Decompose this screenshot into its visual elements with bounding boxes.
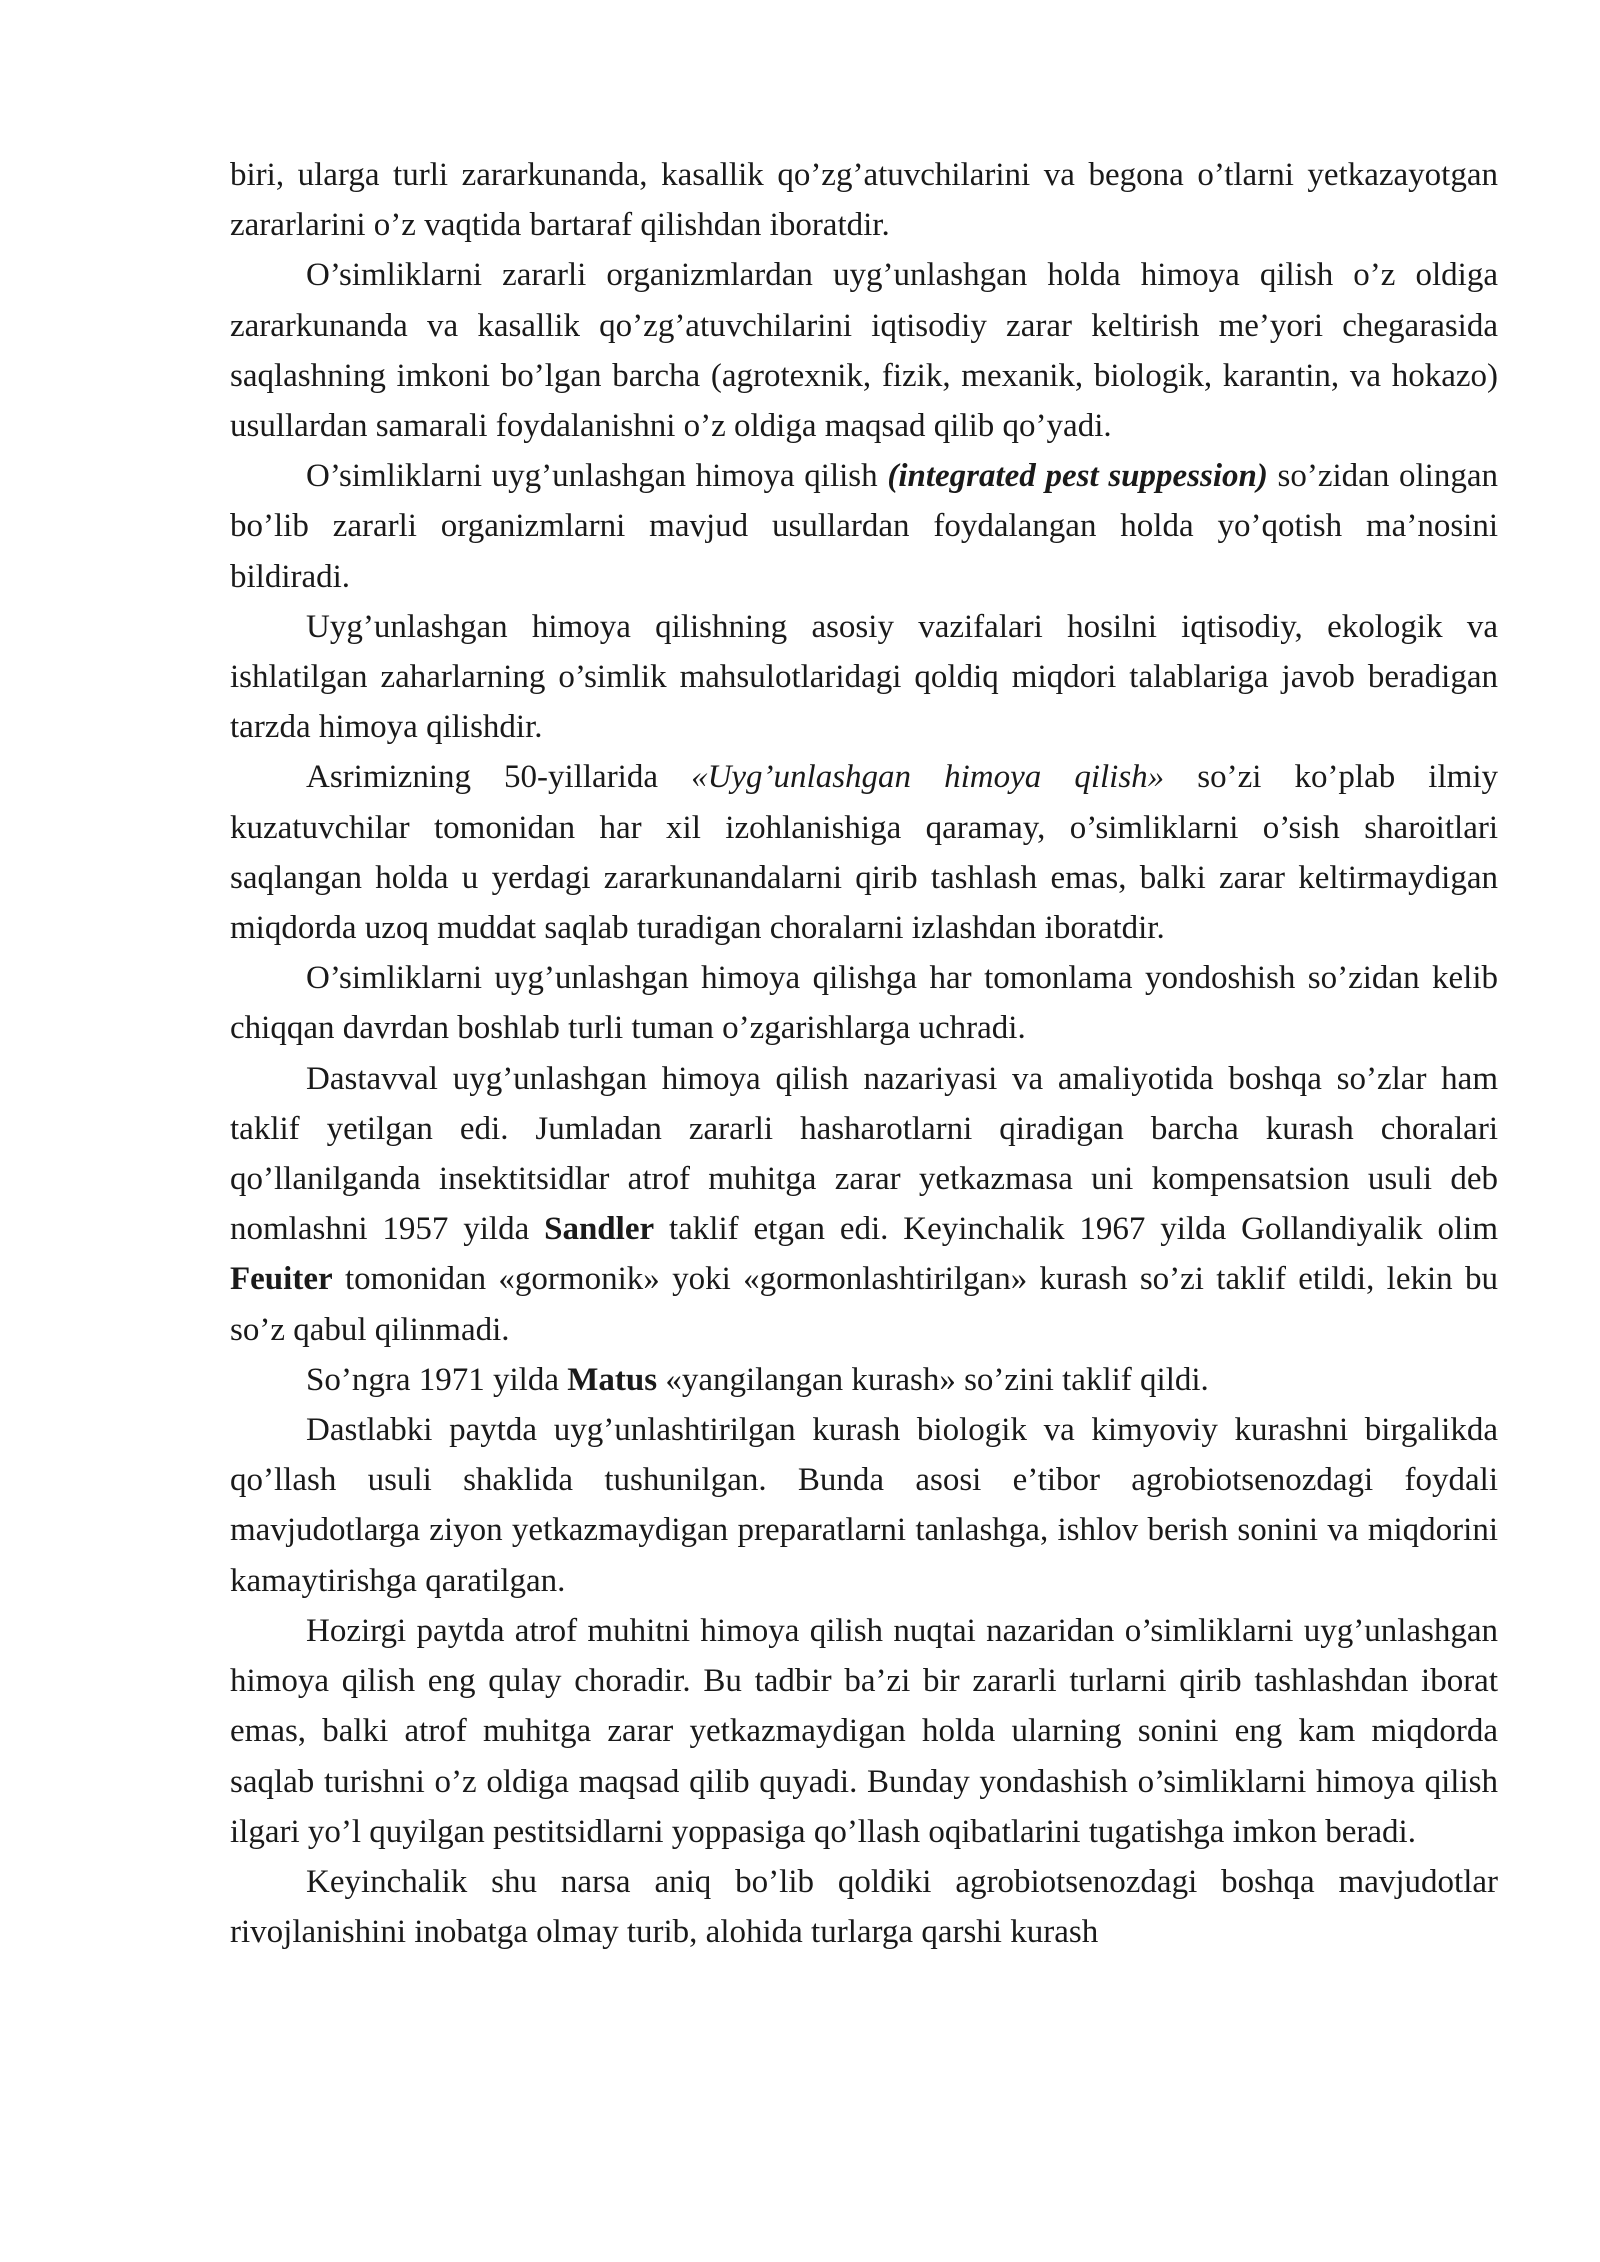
author-matus: Matus — [567, 1361, 658, 1398]
author-feuiter: Feuiter — [230, 1261, 333, 1298]
term-english: (integrated pest suppession) — [887, 458, 1268, 495]
paragraph-changes: O’simliklarni uyg’unlashgan himoya qilishga har tomonlama yondoshish so’zidan kelib chiqqan davrdan boshlab turli tuman o’zgarishlarga uchradi. — [230, 960, 1498, 1047]
paragraph-present-day: Hozirgi paytda atrof muhitni himoya qilish nuqtai nazaridan o’simliklarni uyg’unlashgan himoya qilish eng qulay choradir. Bu tadbir ba’zi bir zararli turlarni qirib tashlashdan iborat emas, balki atrof muhitga zarar yetkazmaydigan holda ularning sonini eng kam miqdorda saqlab turishni o’z oldiga maqsad qilib quyadi. Bunday yondashish o’simliklarni himoya qilish ilgari yo’l quyilgan pestitsidlarni yoppasiga qo’llash oqibatlarini tugatishga imkon beradi. — [230, 1612, 1498, 1850]
paragraph-continuation: biri, ularga turli zararkunanda, kasallik qo’zg’atuvchilarini va begona o’tlarni yetkazayotgan zararlarini o’z vaqtida bartaraf qilishdan iboratdir. — [230, 157, 1498, 244]
paragraph-matus: So’ngra 1971 yilda Matus «yangilangan kurash» so’zini taklif qildi. — [306, 1361, 1209, 1398]
paragraph-integrated-protection-goal: O’simliklarni zararli organizmlardan uyg’unlashgan holda himoya qilish o’z oldiga zararkunanda va kasallik qo’zg’atuvchilarini iqtisodiy zarar keltirish me’yori chegarasida saqlashning imkoni bo’lgan barcha (agrotexnik, fizik, mexanik, biologik, karantin, va hokazo) usullardan samarali foydalanishni o’z oldiga maqsad qilib qo’yadi. — [230, 257, 1498, 445]
paragraph-other-terms: Dastavval uyg’unlashgan himoya qilish nazariyasi va amaliyotida boshqa so’zlar ham taklif yetilgan edi. Jumladan zararli hasharotlarni qiradigan barcha kurash choralari qo’llanilganda insektitsidlar atrof muhitga zarar yetkazmasa uni kompensatsion usuli deb nomlashni 1957 yilda Sandler taklif etgan edi. Keyinchalik 1967 yilda Gollandiyalik olim Feuiter tomonidan «gormonik» yoki «gormonlashtirilgan» kurash so’zi taklif etildi, lekin bu so’z qabul qilinmadi. — [230, 1060, 1498, 1348]
paragraph-term-origin: O’simliklarni uyg’unlashgan himoya qilish (integrated pest suppession) so’zidan olingan bo’lib zararli organizmlarni mavjud usullardan foydalangan holda yo’qotish ma’nosini bildiradi. — [230, 458, 1498, 595]
paragraph-main-tasks: Uyg’unlashgan himoya qilishning asosiy vazifalari hosilni iqtisodiy, ekologik va ishlatilgan zaharlarning o’simlik mahsulotlaridagi qoldiq miqdori talablariga javob beradigan tarzda himoya qilishdir. — [230, 608, 1498, 746]
paragraph-later: Keyinchalik shu narsa aniq bo’lib qoldiki agrobiotsenozdagi boshqa mavjudotlar rivojlanishini inobatga olmay turib, alohida turlarga qarshi kurash — [230, 1863, 1498, 1951]
document-page — [230, 150, 1498, 1957]
quoted-term: «Uyg’unlashgan himoya qilish» — [691, 759, 1165, 796]
author-sandler: Sandler — [544, 1211, 655, 1248]
paragraph-fifties: Asrimizning 50-yillarida «Uyg’unlashgan himoya qilish» so’zi ko’plab ilmiy kuzatuvchilar tomonidan har xil izohlanishiga qaramay, o’simliklarni o’sish sharoitlari saqlangan holda u yerdagi zararkunandalarni qirib tashlash emas, balki zarar keltirmaydigan miqdorda uzoq muddat saqlab turadigan choralarni izlashdan iboratdir. — [230, 759, 1498, 947]
paragraph-early-period: Dastlabki paytda uyg’unlashtirilgan kurash biologik va kimyoviy kurashni birgalikda qo’llash usuli shaklida tushunilgan. Bunda asosi e’tibor agrobiotsenozdagi foydali mavjudotlarga ziyon yetkazmaydigan preparatlarni tanlashga, ishlov berish sonini va miqdorini kamaytirishga qaratilgan. — [230, 1412, 1498, 1599]
